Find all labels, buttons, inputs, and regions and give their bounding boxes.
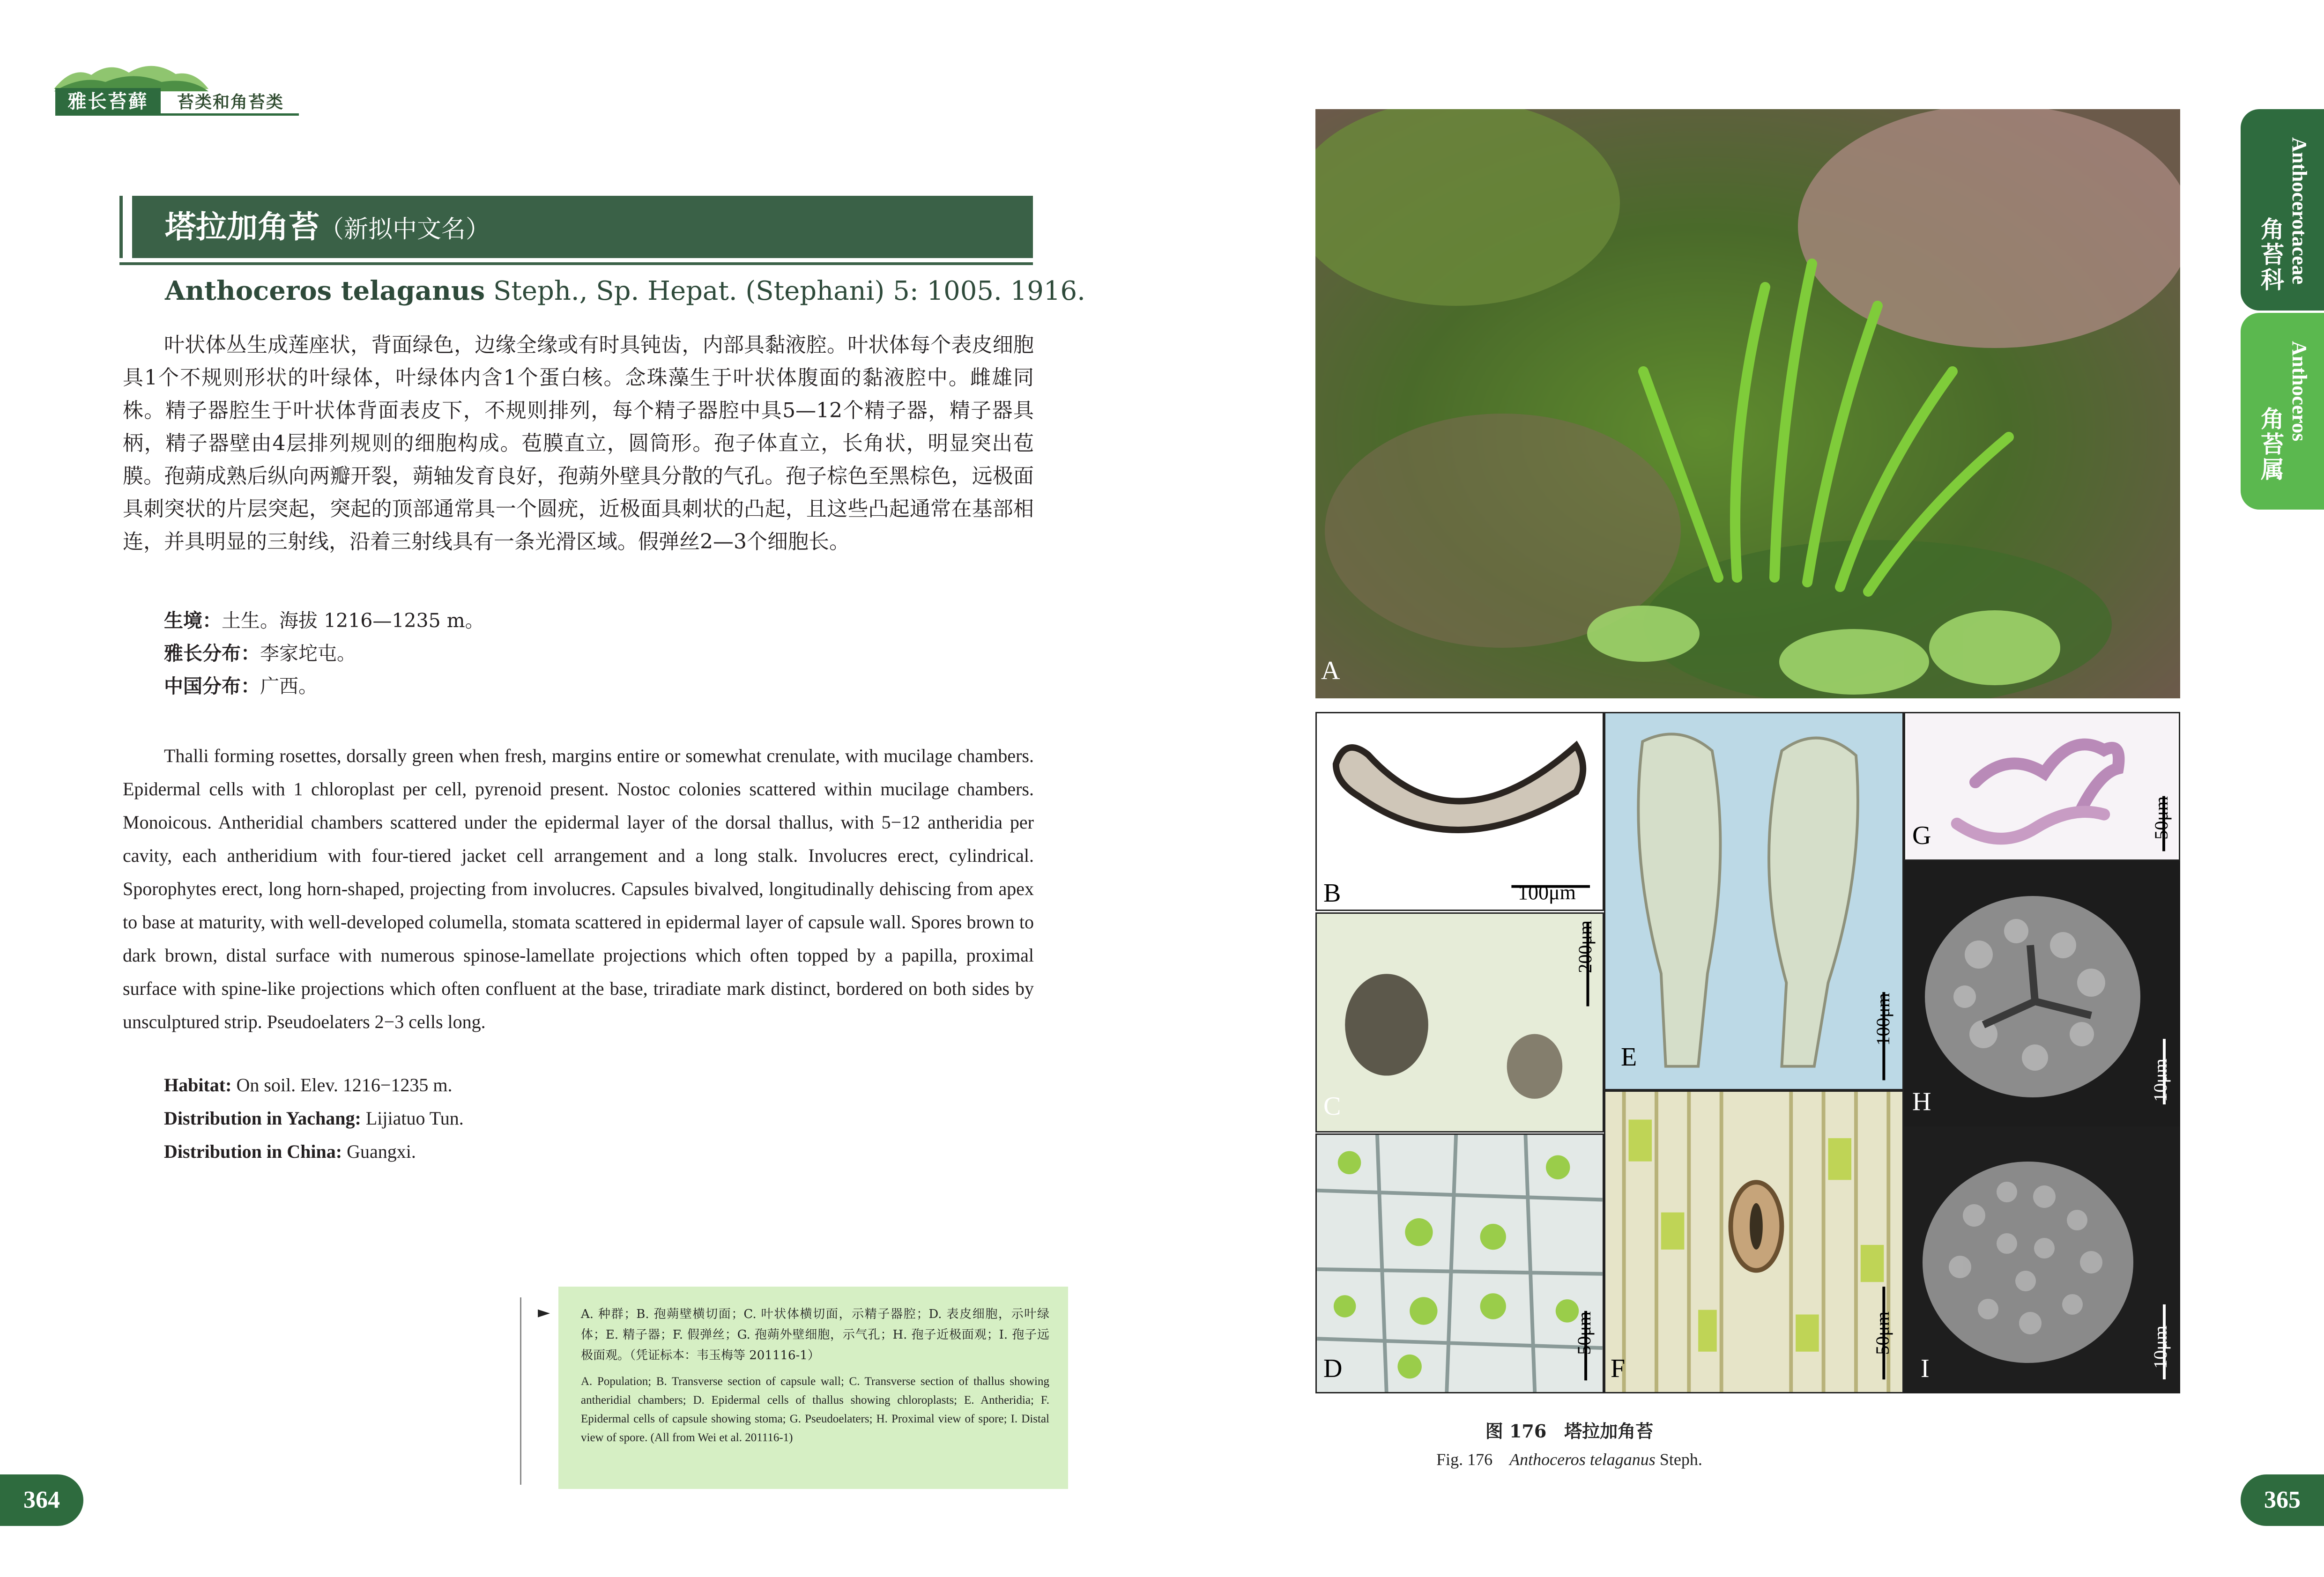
header-divider <box>55 113 299 116</box>
panel-i-label: I <box>1921 1354 1930 1383</box>
section-label: 苔类和角苔类 <box>177 92 284 112</box>
caption-en: A. Population; B. Transverse section of capsule wall; C. Transverse section of thallus showing antheridial chambers; D. Epidermal cells of thallus showing chloroplasts; E. Antheridia; F. Epidermal cells of capsule showing stoma; G. Pseudoelaters; H. Proximal view of spore; I. Distal view of spore. (All from Wei et al. 201116-1) <box>581 1375 1049 1444</box>
tab-family-cn: 角苔科 <box>2257 217 2285 293</box>
panel-f-scale: 50μm <box>1872 1311 1893 1355</box>
panel-g-image <box>1904 712 2180 861</box>
title-banner-stripe <box>123 196 132 258</box>
description-cn: 叶状体丛生成莲座状，背面绿色，边缘全缘或有时具钝齿，内部具黏液腔。叶状体每个表皮细胞具1个不规则形状的叶绿体，叶绿体内含1个蛋白核。念珠藻生于叶状体腹面的黏液腔中。雌雄同株。精子器腔生于叶状体背面表皮下，不规则排列，每个精子器腔中具5—12个精子器，精子器具柄，精子器壁由4层排列规则的细胞构成。苞膜直立，圆筒形。孢子体直立，长角状，明显突出苞膜。孢蒴成熟后纵向两瓣开裂，蒴轴发育良好，孢蒴外壁具分散的气孔。孢子棕色至黑棕色，远极面具刺突状的片层突起，突起的顶部通常具一个圆疣，近极面具刺状的凸起，且这些凸起通常在基部相连，并具明显的三射线，沿着三射线具有一条光滑区域。假弹丝2—3个细胞长。 <box>123 333 1034 554</box>
panel-a-label: A <box>1321 656 1340 685</box>
panel-c-label: C <box>1323 1092 1341 1121</box>
tab-genus-cn: 角苔属 <box>2257 407 2285 482</box>
species-cn-name: 塔拉加角苔 <box>165 208 319 245</box>
distribution-china-en: Distribution in China: Guangxi. <box>164 1141 416 1162</box>
tab-family[interactable] <box>2241 109 2324 311</box>
panel-e-image <box>1604 712 1904 1090</box>
title-underline <box>119 262 1033 265</box>
panel-g-label: G <box>1912 821 1931 850</box>
panel-i-scale: 10μm <box>2150 1325 2171 1369</box>
book-title-badge: 雅长苔藓 <box>55 88 161 115</box>
binomial: Anthoceros telaganus <box>165 275 485 306</box>
tab-genus-en: Anthoceros <box>2288 341 2311 442</box>
habitat-en: Habitat: On soil. Elev. 1216−1235 m. <box>164 1074 453 1096</box>
caption-arrow-icon: ► <box>538 1303 550 1322</box>
page-number-right: 365 <box>2241 1474 2324 1526</box>
panel-g-scale: 50μm <box>2151 796 2172 840</box>
panel-b-label: B <box>1323 879 1341 908</box>
caption-divider <box>520 1297 521 1485</box>
panel-d-scale: 50μm <box>1574 1311 1595 1355</box>
species-title <box>165 196 490 258</box>
tab-family-en: Anthocerotaceae <box>2288 137 2311 285</box>
scientific-name <box>165 275 1085 306</box>
panel-d-label: D <box>1323 1354 1343 1383</box>
page-number-left: 364 <box>0 1474 83 1526</box>
distribution-china-cn: 中国分布：广西。 <box>164 675 318 697</box>
caption-cn: A. 种群；B. 孢蒴壁横切面；C. 叶状体横切面，示精子器腔；D. 表皮细胞，示叶绿体；E. 精子器；F. 假弹丝；G. 孢蒴外壁细胞，示气孔；H. 孢子近极面观；I. 孢子远极面观。（凭证标本：韦玉梅等 201116-1） <box>581 1307 1049 1362</box>
citation: Steph., Sp. Hepat. (Stephani) 5: 1005. 1916. <box>493 276 1085 306</box>
panel-e-label: E <box>1621 1043 1637 1072</box>
panel-c-scale: 200μm <box>1574 920 1596 973</box>
panel-e-scale: 100μm <box>1872 993 1893 1046</box>
species-cn-name-note: （新拟中文名） <box>319 215 490 244</box>
panel-f-image <box>1604 1090 1904 1393</box>
description-en: Thalli forming rosettes, dorsally green when fresh, margins entire or somewhat crenulate, with mucilage chambers. Epidermal cells with 1 chloroplast per cell, pyrenoid present. Nostoc colonies scattered within mucilage chambers. Monoicous. Antheridial chambers scattered under the epidermal layer of the dorsal thallus, with 5−12 antheridia per cavity, each antheridium with four-tiered jacket cell arrangement and a long stalk. Involucres erect, cylindrical. Sporophytes erect, long horn-shaped, projecting from involucres. Capsules bivalved, longitudinally dehiscing from apex to base at maturity, with well-developed columella, stomata scattered in epidermal layer of capsule wall. Spores brown to dark brown, distal surface with numerous spinose-lamellate projections which often topped by a papilla, proximal surface with spine-like projections which often confluent at the base, triradiate mark distinct, bordered on both sides by unsculptured strip. Pseudoelaters 2−3 cells long. <box>123 745 1034 1032</box>
distribution-yachang-cn: 雅长分布：李家坨屯。 <box>164 642 356 665</box>
panel-b-scale: 100μm <box>1518 881 1576 904</box>
panel-a-photo <box>1315 109 2180 698</box>
distribution-yachang-en: Distribution in Yachang: Lijiatuo Tun. <box>164 1108 464 1129</box>
panel-d-image <box>1315 1133 1604 1393</box>
habitat-cn: 生境：土生。海拔 1216—1235 m。 <box>164 609 484 632</box>
panel-h-label: H <box>1912 1087 1931 1116</box>
panel-c-image <box>1315 912 1604 1133</box>
figure-caption-cn: 图 176 塔拉加角苔 <box>1485 1421 1654 1442</box>
figure-caption-en: Fig. 176 Anthoceros telaganus Steph. <box>1436 1450 1702 1469</box>
panel-i-image <box>1904 1126 2180 1393</box>
panel-h-image <box>1904 861 2180 1126</box>
tab-genus[interactable] <box>2241 313 2324 510</box>
panel-f-label: F <box>1611 1354 1626 1383</box>
panel-h-scale: 10μm <box>2150 1059 2171 1102</box>
